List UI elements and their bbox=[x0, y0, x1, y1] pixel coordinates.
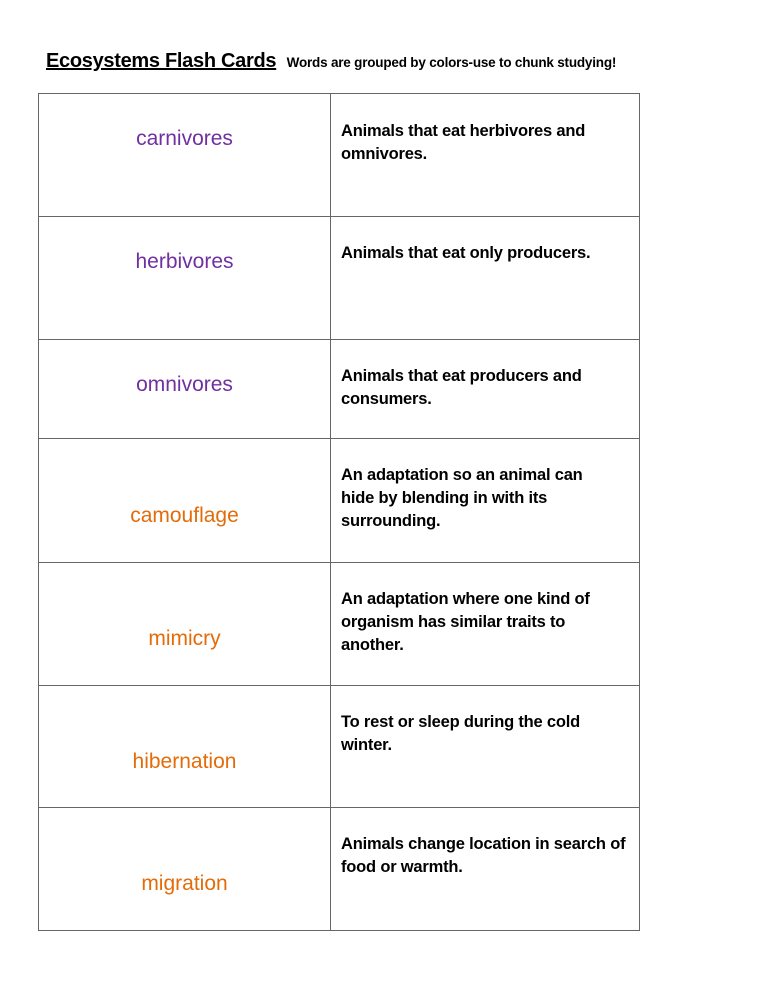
card-term bbox=[39, 686, 331, 808]
flash-card-row bbox=[39, 563, 640, 686]
term-text: hibernation bbox=[132, 750, 237, 773]
card-definition bbox=[331, 217, 640, 340]
flash-card-row bbox=[39, 686, 640, 808]
card-term bbox=[39, 340, 331, 439]
card-term bbox=[39, 217, 331, 340]
term-text: mimicry bbox=[148, 627, 221, 650]
definition-text: Animals that eat herbivores and omnivores. bbox=[341, 122, 586, 163]
card-term bbox=[39, 94, 331, 217]
card-term bbox=[39, 563, 331, 686]
card-definition bbox=[331, 340, 640, 439]
definition-text: Animals change location in search of food or warmth. bbox=[341, 835, 626, 876]
term-text: migration bbox=[141, 872, 228, 895]
flash-card-row bbox=[39, 217, 640, 340]
card-definition bbox=[331, 686, 640, 808]
definition-text: Animals that eat only producers. bbox=[341, 244, 591, 262]
flash-card-row bbox=[39, 94, 640, 217]
term-text: omnivores bbox=[136, 373, 233, 396]
card-definition bbox=[331, 94, 640, 217]
definition-text: To rest or sleep during the cold winter. bbox=[341, 713, 580, 754]
page-header bbox=[46, 50, 616, 73]
card-term bbox=[39, 808, 331, 931]
flash-card-row bbox=[39, 340, 640, 439]
term-text: herbivores bbox=[135, 250, 234, 273]
definition-text: An adaptation where one kind of organism has similar traits to another. bbox=[341, 590, 590, 654]
page-subtitle: Words are grouped by colors-use to chunk studying! bbox=[286, 55, 617, 70]
term-text: carnivores bbox=[136, 127, 233, 150]
flash-card-table bbox=[38, 93, 640, 931]
definition-text: An adaptation so an animal can hide by blending in with its surrounding. bbox=[341, 466, 583, 530]
card-definition bbox=[331, 439, 640, 563]
page-title: Ecosystems Flash Cards bbox=[46, 50, 277, 72]
card-definition bbox=[331, 808, 640, 931]
flash-card-row bbox=[39, 439, 640, 563]
card-definition bbox=[331, 563, 640, 686]
term-text: camouflage bbox=[130, 504, 239, 527]
flash-card-row bbox=[39, 808, 640, 931]
definition-text: Animals that eat producers and consumers. bbox=[341, 367, 582, 408]
card-term bbox=[39, 439, 331, 563]
